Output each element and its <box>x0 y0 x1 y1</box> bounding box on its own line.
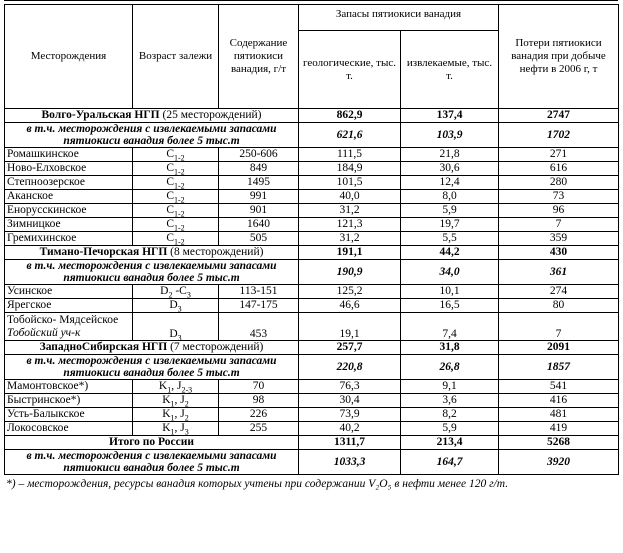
age-symbol: K <box>162 394 171 407</box>
subtotal-geological: 1033,3 <box>299 450 401 475</box>
age-symbol: C <box>166 176 174 189</box>
region-count: (8 месторождений) <box>170 246 264 259</box>
field-content: 849 <box>219 162 299 176</box>
subtotal-row <box>5 123 619 148</box>
field-recoverable: 30,6 <box>401 162 499 176</box>
age-subscript: 3 <box>177 304 182 314</box>
table-row <box>5 285 619 299</box>
field-content: 991 <box>219 190 299 204</box>
field-geological: 73,9 <box>299 408 401 422</box>
field-recoverable: 7,4 <box>401 313 499 341</box>
subtotal-losses: 1702 <box>499 123 619 148</box>
table-row <box>5 162 619 176</box>
field-geological: 76,3 <box>299 380 401 394</box>
age-subscript: 1-2 <box>174 181 185 191</box>
age-tail-subscript: 2-3 <box>181 385 193 395</box>
field-losses: 274 <box>499 285 619 299</box>
total-label: Итого по России <box>5 436 299 450</box>
subtotal-losses: 361 <box>499 260 619 285</box>
subtotal-geological: 220,8 <box>299 355 401 380</box>
age-cell <box>133 204 219 218</box>
region-name: Тимано-Печорская НГП <box>39 246 171 259</box>
field-name: Усть-Балыкское <box>5 408 133 422</box>
field-losses: 96 <box>499 204 619 218</box>
total-recoverable: 213,4 <box>401 436 499 450</box>
field-losses: 80 <box>499 299 619 313</box>
subtotal-row <box>5 260 619 285</box>
field-recoverable: 16,5 <box>401 299 499 313</box>
field-recoverable: 5,5 <box>401 232 499 246</box>
region-title <box>5 109 299 123</box>
field-content: 453 <box>219 313 299 341</box>
field-name: Ромашкинское <box>5 148 133 162</box>
subtotal-geological: 621,6 <box>299 123 401 148</box>
age-symbol: K <box>158 380 168 393</box>
header-losses: Потери пятиокиси ванадия при добыче нефти в 2006 г, т <box>499 5 619 109</box>
age-tail-subscript: 2 <box>184 413 189 423</box>
age-subscript: 1 <box>170 413 175 423</box>
field-geological: 46,6 <box>299 299 401 313</box>
age-symbol: C <box>166 162 174 175</box>
region-losses: 2747 <box>499 109 619 123</box>
table-row <box>5 190 619 204</box>
field-losses: 7 <box>499 218 619 232</box>
region-count: (7 месторождений) <box>170 341 264 354</box>
subtotal-recoverable: 34,0 <box>401 260 499 285</box>
region-recoverable: 137,4 <box>401 109 499 123</box>
field-name: Быстринское*) <box>5 394 133 408</box>
region-row <box>5 341 619 355</box>
age-cell <box>133 408 219 422</box>
field-content: 255 <box>219 422 299 436</box>
field-losses: 359 <box>499 232 619 246</box>
field-recoverable: 5,9 <box>401 422 499 436</box>
field-name: Локосовское <box>5 422 133 436</box>
field-recoverable: 5,9 <box>401 204 499 218</box>
region-title <box>5 246 299 260</box>
subtotal-geological: 190,9 <box>299 260 401 285</box>
field-name: Ярегское <box>5 299 133 313</box>
subtotal-label: в т.ч. месторождения с извлекаемыми запасами пятиокиси ванадия более 5 тыс.т <box>5 355 299 380</box>
table-row <box>5 380 619 394</box>
table-row <box>5 176 619 190</box>
age-symbol: C <box>166 232 174 245</box>
field-name: Степноозерское <box>5 176 133 190</box>
region-recoverable: 44,2 <box>401 246 499 260</box>
field-subname: Тобойский уч-к <box>7 326 81 339</box>
age-tail: , J <box>174 394 185 407</box>
table-row <box>5 299 619 313</box>
age-tail: , J <box>174 422 185 435</box>
document-page <box>4 0 618 490</box>
region-geological: 862,9 <box>299 109 401 123</box>
age-subscript: 1-2 <box>174 153 185 163</box>
field-losses: 419 <box>499 422 619 436</box>
field-content: 147-175 <box>219 299 299 313</box>
age-subscript: 1-2 <box>174 167 185 177</box>
age-symbol: C <box>166 190 174 203</box>
field-geological: 40,0 <box>299 190 401 204</box>
field-losses: 416 <box>499 394 619 408</box>
field-geological: 121,3 <box>299 218 401 232</box>
age-symbol: K <box>162 408 171 421</box>
field-name: Енорусскинское <box>5 204 133 218</box>
field-content: 113-151 <box>219 285 299 299</box>
region-recoverable: 31,8 <box>401 341 499 355</box>
subtotal-row <box>5 355 619 380</box>
table-row <box>5 408 619 422</box>
age-subscript: 3 <box>177 332 182 342</box>
field-content: 1495 <box>219 176 299 190</box>
field-recoverable: 8,2 <box>401 408 499 422</box>
total-row <box>5 436 619 450</box>
field-recoverable: 9,1 <box>401 380 499 394</box>
region-geological: 191,1 <box>299 246 401 260</box>
field-geological: 101,5 <box>299 176 401 190</box>
subtotal-recoverable: 164,7 <box>401 450 499 475</box>
total-losses: 5268 <box>499 436 619 450</box>
region-title <box>5 341 299 355</box>
header-row-1 <box>5 5 619 31</box>
table-row <box>5 218 619 232</box>
header-field: Месторождения <box>5 5 133 109</box>
field-name: Ново-Елховское <box>5 162 133 176</box>
age-tail: , J <box>174 408 185 421</box>
field-content: 226 <box>219 408 299 422</box>
field-content: 98 <box>219 394 299 408</box>
field-recoverable: 8,0 <box>401 190 499 204</box>
field-geological: 19,1 <box>299 313 401 341</box>
field-losses: 481 <box>499 408 619 422</box>
field-geological: 184,9 <box>299 162 401 176</box>
age-symbol: D <box>169 299 178 312</box>
age-cell <box>133 190 219 204</box>
header-reserves-group: Запасы пятиокиси ванадия <box>299 5 499 31</box>
table-body <box>5 109 619 475</box>
subtotal-label: в т.ч. месторождения с извлекаемыми запасами пятиокиси ванадия более 5 тыс.т <box>5 450 299 475</box>
field-losses: 280 <box>499 176 619 190</box>
age-cell <box>133 299 219 313</box>
region-losses: 2091 <box>499 341 619 355</box>
age-symbol: D <box>160 285 169 298</box>
age-subscript: 1 <box>170 399 175 409</box>
age-subscript: 1-2 <box>174 209 185 219</box>
vanadium-reserves-table <box>4 4 619 475</box>
field-geological: 40,2 <box>299 422 401 436</box>
age-symbol: K <box>162 422 171 435</box>
age-cell <box>133 422 219 436</box>
field-name: Аканское <box>5 190 133 204</box>
age-cell <box>133 176 219 190</box>
region-count: (25 месторождений) <box>162 109 262 122</box>
header-geological: геологические, тыс. т. <box>299 31 401 109</box>
field-content: 505 <box>219 232 299 246</box>
age-cell <box>133 313 219 341</box>
field-losses: 7 <box>499 313 619 341</box>
age-cell <box>133 148 219 162</box>
age-subscript: 2 <box>168 290 173 300</box>
field-name: Гремихинское <box>5 232 133 246</box>
field-losses: 73 <box>499 190 619 204</box>
table-row <box>5 204 619 218</box>
field-content: 1640 <box>219 218 299 232</box>
field-losses: 541 <box>499 380 619 394</box>
field-name: Зимницкое <box>5 218 133 232</box>
header-age: Возраст залежи <box>133 5 219 109</box>
region-row <box>5 246 619 260</box>
field-recoverable: 21,8 <box>401 148 499 162</box>
field-recoverable: 19,7 <box>401 218 499 232</box>
subtotal-recoverable: 26,8 <box>401 355 499 380</box>
age-subscript: 1-2 <box>174 195 185 205</box>
region-name: ЗападноСибирская НГП <box>39 341 171 354</box>
table-row <box>5 148 619 162</box>
age-symbol: C <box>166 204 174 217</box>
field-name-line: Тобойско- Мядсейское <box>7 314 119 326</box>
field-recoverable: 3,6 <box>401 394 499 408</box>
age-tail-subscript: 2 <box>184 399 189 409</box>
age-symbol: C <box>166 218 174 231</box>
subtotal-row <box>5 450 619 475</box>
age-symbol: D <box>169 327 178 340</box>
age-subscript: 1 <box>170 427 175 437</box>
field-geological: 31,2 <box>299 232 401 246</box>
age-tail-subscript: 3 <box>186 290 191 300</box>
age-cell <box>133 394 219 408</box>
region-losses: 430 <box>499 246 619 260</box>
subtotal-losses: 3920 <box>499 450 619 475</box>
field-name: Мамонтовское*) <box>5 380 133 394</box>
table-row <box>5 232 619 246</box>
field-geological: 111,5 <box>299 148 401 162</box>
region-geological: 257,7 <box>299 341 401 355</box>
field-losses: 271 <box>499 148 619 162</box>
table-row <box>5 422 619 436</box>
field-geological: 31,2 <box>299 204 401 218</box>
field-name <box>5 313 133 341</box>
age-tail: , J <box>171 380 182 393</box>
field-recoverable: 10,1 <box>401 285 499 299</box>
age-cell <box>133 285 219 299</box>
subtotal-losses: 1857 <box>499 355 619 380</box>
age-symbol: C <box>166 148 174 161</box>
header-content: Содержание пятиокиси ванадия, г/т <box>219 5 299 109</box>
region-name: Волго-Уральская НГП <box>41 109 163 122</box>
subtotal-label: в т.ч. месторождения с извлекаемыми запасами пятиокиси ванадия более 5 тыс.т <box>5 123 299 148</box>
field-geological: 125,2 <box>299 285 401 299</box>
field-recoverable: 12,4 <box>401 176 499 190</box>
field-losses: 616 <box>499 162 619 176</box>
age-cell <box>133 162 219 176</box>
age-subscript: 1-2 <box>174 223 185 233</box>
age-tail: -C <box>172 285 187 298</box>
total-geological: 1311,7 <box>299 436 401 450</box>
subtotal-label: в т.ч. месторождения с извлекаемыми запасами пятиокиси ванадия более 5 тыс.т <box>5 260 299 285</box>
age-tail-subscript: 3 <box>184 427 189 437</box>
field-content: 901 <box>219 204 299 218</box>
header-recoverable: извлекаемые, тыс. т. <box>401 31 499 109</box>
age-cell <box>133 232 219 246</box>
age-cell <box>133 218 219 232</box>
field-content: 70 <box>219 380 299 394</box>
age-cell <box>133 380 219 394</box>
age-subscript: 1-2 <box>174 237 185 247</box>
footnote: *) – месторождения, ресурсы ванадия которых учтены при содержании V₂O₅ в нефти менее 120 г/т. <box>6 478 509 490</box>
region-row <box>5 109 619 123</box>
field-name: Усинское <box>5 285 133 299</box>
table-row <box>5 394 619 408</box>
field-geological: 30,4 <box>299 394 401 408</box>
subtotal-recoverable: 103,9 <box>401 123 499 148</box>
field-content: 250-606 <box>219 148 299 162</box>
table-row <box>5 313 619 341</box>
age-subscript: 1 <box>167 385 172 395</box>
